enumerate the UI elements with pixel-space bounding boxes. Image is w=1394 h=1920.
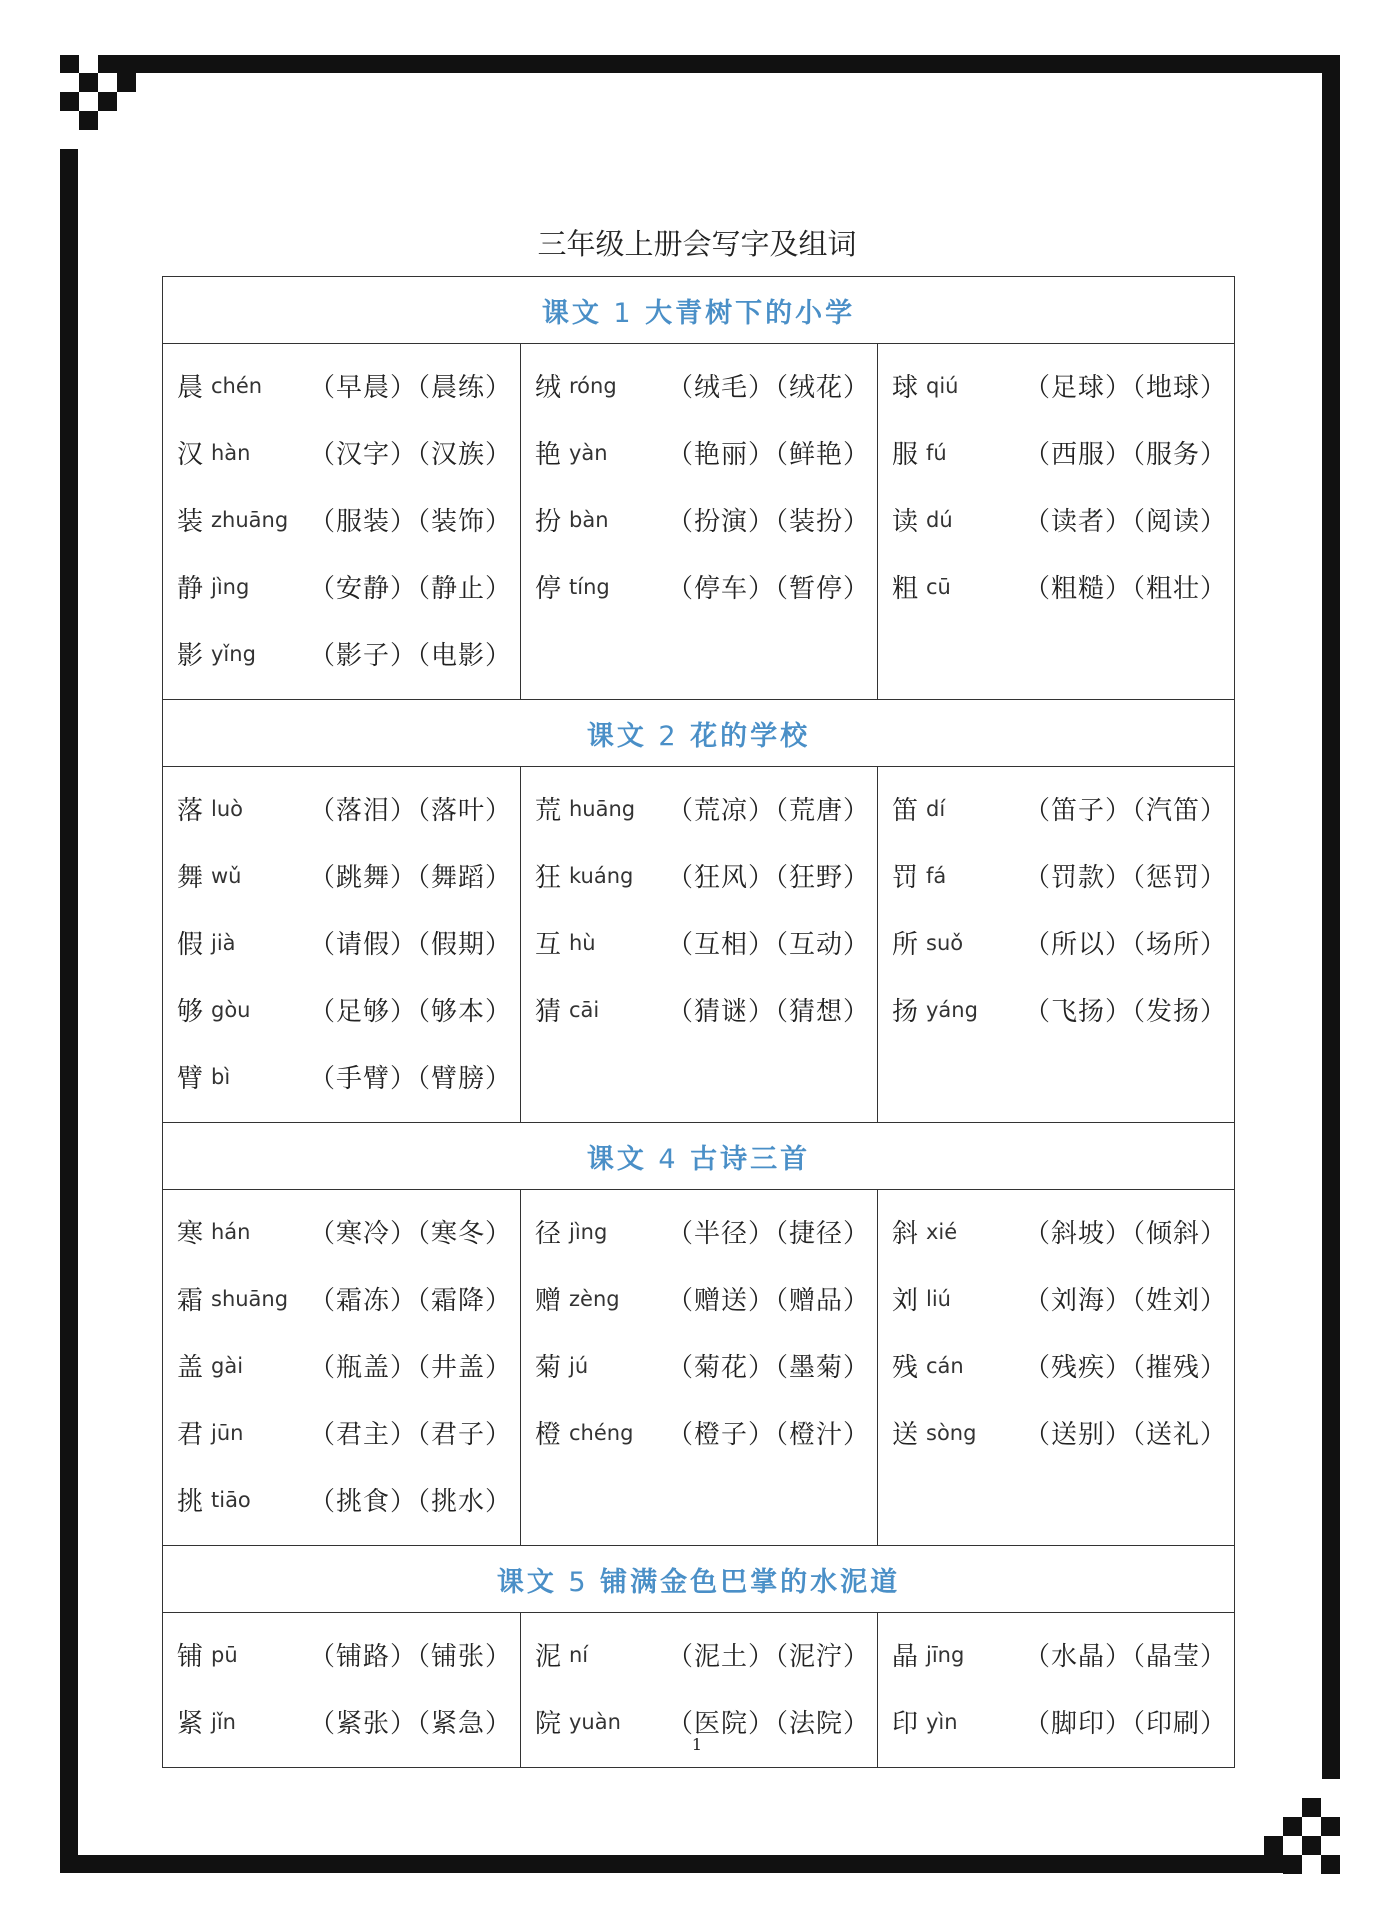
word-column [878, 344, 1235, 700]
word-combinations: （君主）（君子） [309, 1420, 513, 1450]
word-entry [892, 1332, 1234, 1399]
word-column [163, 1190, 521, 1546]
pinyin: fá [926, 863, 947, 888]
character: 假 [177, 930, 204, 960]
pinyin: hù [569, 930, 596, 955]
character: 泥 [535, 1642, 562, 1672]
word-combinations: （绒毛）（绒花） [667, 373, 871, 403]
pinyin: dí [926, 796, 946, 821]
word-combinations: （橙子）（橙汁） [667, 1420, 871, 1450]
pinyin: suǒ [926, 930, 964, 955]
word-entry [535, 1621, 877, 1688]
lesson-heading-prefix: 课文 [541, 297, 602, 329]
word-combinations: （半径）（捷径） [667, 1219, 871, 1249]
character: 霜 [177, 1286, 204, 1316]
word-combinations: （落泪）（落叶） [309, 796, 513, 826]
word-entry [535, 909, 877, 976]
word-entry [535, 1399, 877, 1466]
character: 艳 [535, 440, 562, 470]
pinyin: jǐn [211, 1709, 236, 1734]
pinyin: jūn [211, 1420, 244, 1445]
word-combinations: （斜坡）（倾斜） [1024, 1219, 1228, 1249]
pinyin: fú [926, 440, 947, 465]
pinyin: tíng [569, 574, 610, 599]
word-entry [892, 553, 1234, 620]
lesson-heading-row [163, 1546, 1235, 1613]
lesson-heading-title: 花的学校 [690, 720, 811, 752]
character: 舞 [177, 863, 204, 893]
character: 够 [177, 997, 204, 1027]
character: 径 [535, 1219, 562, 1249]
word-combinations: （刘海）（姓刘） [1024, 1286, 1228, 1316]
character: 斜 [892, 1219, 919, 1249]
word-combinations: （汉字）（汉族） [309, 440, 513, 470]
lesson-body-row [163, 1190, 1235, 1546]
word-combinations: （脚印）（印刷） [1024, 1709, 1228, 1739]
pinyin: ní [569, 1642, 589, 1667]
word-entry [535, 352, 877, 419]
word-combinations: （互相）（互动） [667, 930, 871, 960]
word-entry [177, 352, 520, 419]
character: 送 [892, 1420, 919, 1450]
lesson-heading-row [163, 700, 1235, 767]
character: 挑 [177, 1487, 204, 1517]
character: 紧 [177, 1709, 204, 1739]
character: 荒 [535, 796, 562, 826]
word-entry [177, 1466, 520, 1533]
character: 橙 [535, 1420, 562, 1450]
character: 罚 [892, 863, 919, 893]
word-combinations: （挑食）（挑水） [309, 1487, 513, 1517]
word-entry [535, 553, 877, 620]
word-column [521, 344, 878, 700]
word-entry [177, 1621, 520, 1688]
character: 臂 [177, 1064, 204, 1094]
word-combinations: （粗糙）（粗壮） [1024, 574, 1228, 604]
lesson-heading-number: 4 [646, 1143, 691, 1175]
pinyin: yuàn [569, 1709, 621, 1734]
word-combinations: （送别）（送礼） [1024, 1420, 1228, 1450]
word-entry [892, 486, 1234, 553]
word-entry [177, 1332, 520, 1399]
lesson-heading-prefix: 课文 [586, 720, 647, 752]
lesson-heading-title: 铺满金色巴掌的水泥道 [600, 1566, 901, 1598]
word-combinations: （足够）（够本） [309, 997, 513, 1027]
word-column [163, 767, 521, 1123]
word-entry [177, 1043, 520, 1110]
word-combinations: （水晶）（晶莹） [1024, 1642, 1228, 1672]
word-combinations: （菊花）（墨菊） [667, 1353, 871, 1383]
pinyin: zhuāng [211, 507, 289, 532]
frame-right-border [1322, 55, 1340, 1873]
character: 落 [177, 796, 204, 826]
word-entry [177, 486, 520, 553]
pinyin: jìng [569, 1219, 608, 1244]
word-combinations: （早晨）（晨练） [309, 373, 513, 403]
character: 绒 [535, 373, 562, 403]
character: 寒 [177, 1219, 204, 1249]
character: 刘 [892, 1286, 919, 1316]
character: 猜 [535, 997, 562, 1027]
word-combinations: （铺路）（铺张） [309, 1642, 513, 1672]
pinyin: chéng [569, 1420, 634, 1445]
pinyin: xié [926, 1219, 958, 1244]
word-combinations: （紧张）（紧急） [309, 1709, 513, 1739]
character: 铺 [177, 1642, 204, 1672]
word-combinations: （霜冻）（霜降） [309, 1286, 513, 1316]
pinyin: sòng [926, 1420, 977, 1445]
word-combinations: （寒冷）（寒冬） [309, 1219, 513, 1249]
lesson-heading-number: 1 [601, 297, 646, 329]
lesson-heading-prefix: 课文 [586, 1143, 647, 1175]
word-combinations: （笛子）（汽笛） [1024, 796, 1228, 826]
lesson-heading-number: 2 [646, 720, 691, 752]
character: 盖 [177, 1353, 204, 1383]
word-entry [892, 1621, 1234, 1688]
word-entry [177, 909, 520, 976]
word-column [878, 767, 1235, 1123]
page-title: 三年级上册会写字及组词 [537, 227, 857, 261]
pinyin: róng [569, 373, 617, 398]
word-combinations: （泥土）（泥泞） [667, 1642, 871, 1672]
pinyin: huāng [569, 796, 636, 821]
word-column [521, 1190, 878, 1546]
word-entry [177, 620, 520, 687]
word-combinations: （狂风）（狂野） [667, 863, 871, 893]
character: 残 [892, 1353, 919, 1383]
pinyin: jià [211, 930, 236, 955]
character: 读 [892, 507, 919, 537]
word-combinations: （读者）（阅读） [1024, 507, 1228, 537]
word-entry [892, 1198, 1234, 1265]
character: 停 [535, 574, 562, 604]
pinyin: hàn [211, 440, 251, 465]
word-combinations: （足球）（地球） [1024, 373, 1228, 403]
pinyin: jīng [926, 1642, 965, 1667]
word-combinations: （医院）（法院） [667, 1709, 871, 1739]
pinyin: shuāng [211, 1286, 289, 1311]
word-entry [892, 976, 1234, 1043]
word-entry [535, 419, 877, 486]
word-entry [535, 976, 877, 1043]
vocabulary-table [162, 276, 1235, 1768]
word-entry [177, 1265, 520, 1332]
word-combinations: （猜谜）（猜想） [667, 997, 871, 1027]
pinyin: chén [211, 373, 263, 398]
word-entry [892, 1399, 1234, 1466]
word-combinations: （请假）（假期） [309, 930, 513, 960]
frame-left-border [60, 55, 78, 1873]
word-entry [535, 775, 877, 842]
lesson-heading [163, 277, 1235, 344]
pinyin: yǐng [211, 641, 256, 666]
word-combinations: （罚款）（惩罚） [1024, 863, 1228, 893]
lesson-heading [163, 1123, 1235, 1190]
lesson-body-row [163, 344, 1235, 700]
lesson-body-row [163, 767, 1235, 1123]
character: 晨 [177, 373, 204, 403]
lesson-heading-row [163, 277, 1235, 344]
pinyin: jú [569, 1353, 589, 1378]
pinyin: cū [926, 574, 951, 599]
character: 院 [535, 1709, 562, 1739]
pinyin: cāi [569, 997, 600, 1022]
word-entry [177, 1399, 520, 1466]
character: 扬 [892, 997, 919, 1027]
pinyin: liú [926, 1286, 951, 1311]
word-combinations: （艳丽）（鲜艳） [667, 440, 871, 470]
word-combinations: （赠送）（赠品） [667, 1286, 871, 1316]
frame-top-border [60, 55, 1340, 73]
pinyin: yàn [569, 440, 608, 465]
word-combinations: （服装）（装饰） [309, 507, 513, 537]
word-entry [535, 842, 877, 909]
pinyin: pū [211, 1642, 238, 1667]
pinyin: dú [926, 507, 953, 532]
word-entry [177, 976, 520, 1043]
character: 粗 [892, 574, 919, 604]
word-entry [535, 486, 877, 553]
lesson-heading-title: 大青树下的小学 [645, 297, 856, 329]
frame-bottom-border [60, 1855, 1340, 1873]
word-combinations: （飞扬）（发扬） [1024, 997, 1228, 1027]
pinyin: bì [211, 1064, 231, 1089]
character: 笛 [892, 796, 919, 826]
character: 君 [177, 1420, 204, 1450]
word-entry [535, 1332, 877, 1399]
word-combinations: （停车）（暂停） [667, 574, 871, 604]
word-combinations: （荒凉）（荒唐） [667, 796, 871, 826]
pinyin: gòu [211, 997, 251, 1022]
word-entry [535, 1265, 877, 1332]
word-combinations: （安静）（静止） [309, 574, 513, 604]
word-combinations: （手臂）（臂膀） [309, 1064, 513, 1094]
character: 互 [535, 930, 562, 960]
character: 赠 [535, 1286, 562, 1316]
character: 影 [177, 641, 204, 671]
word-combinations: （扮演）（装扮） [667, 507, 871, 537]
word-entry [177, 775, 520, 842]
pinyin: gài [211, 1353, 244, 1378]
lesson-heading-number: 5 [556, 1566, 601, 1598]
character: 静 [177, 574, 204, 604]
pinyin: bàn [569, 507, 609, 532]
word-entry [177, 1198, 520, 1265]
word-entry [892, 1265, 1234, 1332]
character: 装 [177, 507, 204, 537]
character: 所 [892, 930, 919, 960]
word-entry [892, 909, 1234, 976]
character: 菊 [535, 1353, 562, 1383]
pinyin: yìn [926, 1709, 958, 1734]
word-column [878, 1190, 1235, 1546]
word-entry [892, 352, 1234, 419]
pinyin: wǔ [211, 863, 242, 888]
word-entry [892, 775, 1234, 842]
pinyin: jìng [211, 574, 250, 599]
word-combinations: （西服）（服务） [1024, 440, 1228, 470]
pinyin: zèng [569, 1286, 620, 1311]
character: 印 [892, 1709, 919, 1739]
word-entry [177, 553, 520, 620]
pinyin: tiāo [211, 1487, 251, 1512]
word-combinations: （跳舞）（舞蹈） [309, 863, 513, 893]
lesson-heading [163, 1546, 1235, 1613]
character: 晶 [892, 1642, 919, 1672]
word-entry [177, 842, 520, 909]
character: 扮 [535, 507, 562, 537]
lesson-heading-title: 古诗三首 [690, 1143, 811, 1175]
pinyin: cán [926, 1353, 964, 1378]
character: 球 [892, 373, 919, 403]
word-entry [892, 419, 1234, 486]
character: 狂 [535, 863, 562, 893]
pinyin: luò [211, 796, 243, 821]
lesson-heading-row [163, 1123, 1235, 1190]
word-entry [177, 419, 520, 486]
word-combinations: （所以）（场所） [1024, 930, 1228, 960]
word-column [163, 344, 521, 700]
lesson-heading-prefix: 课文 [496, 1566, 557, 1598]
lesson-heading [163, 700, 1235, 767]
word-combinations: （瓶盖）（井盖） [309, 1353, 513, 1383]
word-column [521, 767, 878, 1123]
pinyin: kuáng [569, 863, 634, 888]
pinyin: hán [211, 1219, 251, 1244]
pinyin: yáng [926, 997, 978, 1022]
word-combinations: （残疾）（摧残） [1024, 1353, 1228, 1383]
character: 服 [892, 440, 919, 470]
pinyin: qiú [926, 373, 959, 398]
word-entry [892, 842, 1234, 909]
word-combinations: （影子）（电影） [309, 641, 513, 671]
page-number: 1 [691, 1735, 703, 1754]
character: 汉 [177, 440, 204, 470]
word-entry [535, 1198, 877, 1265]
